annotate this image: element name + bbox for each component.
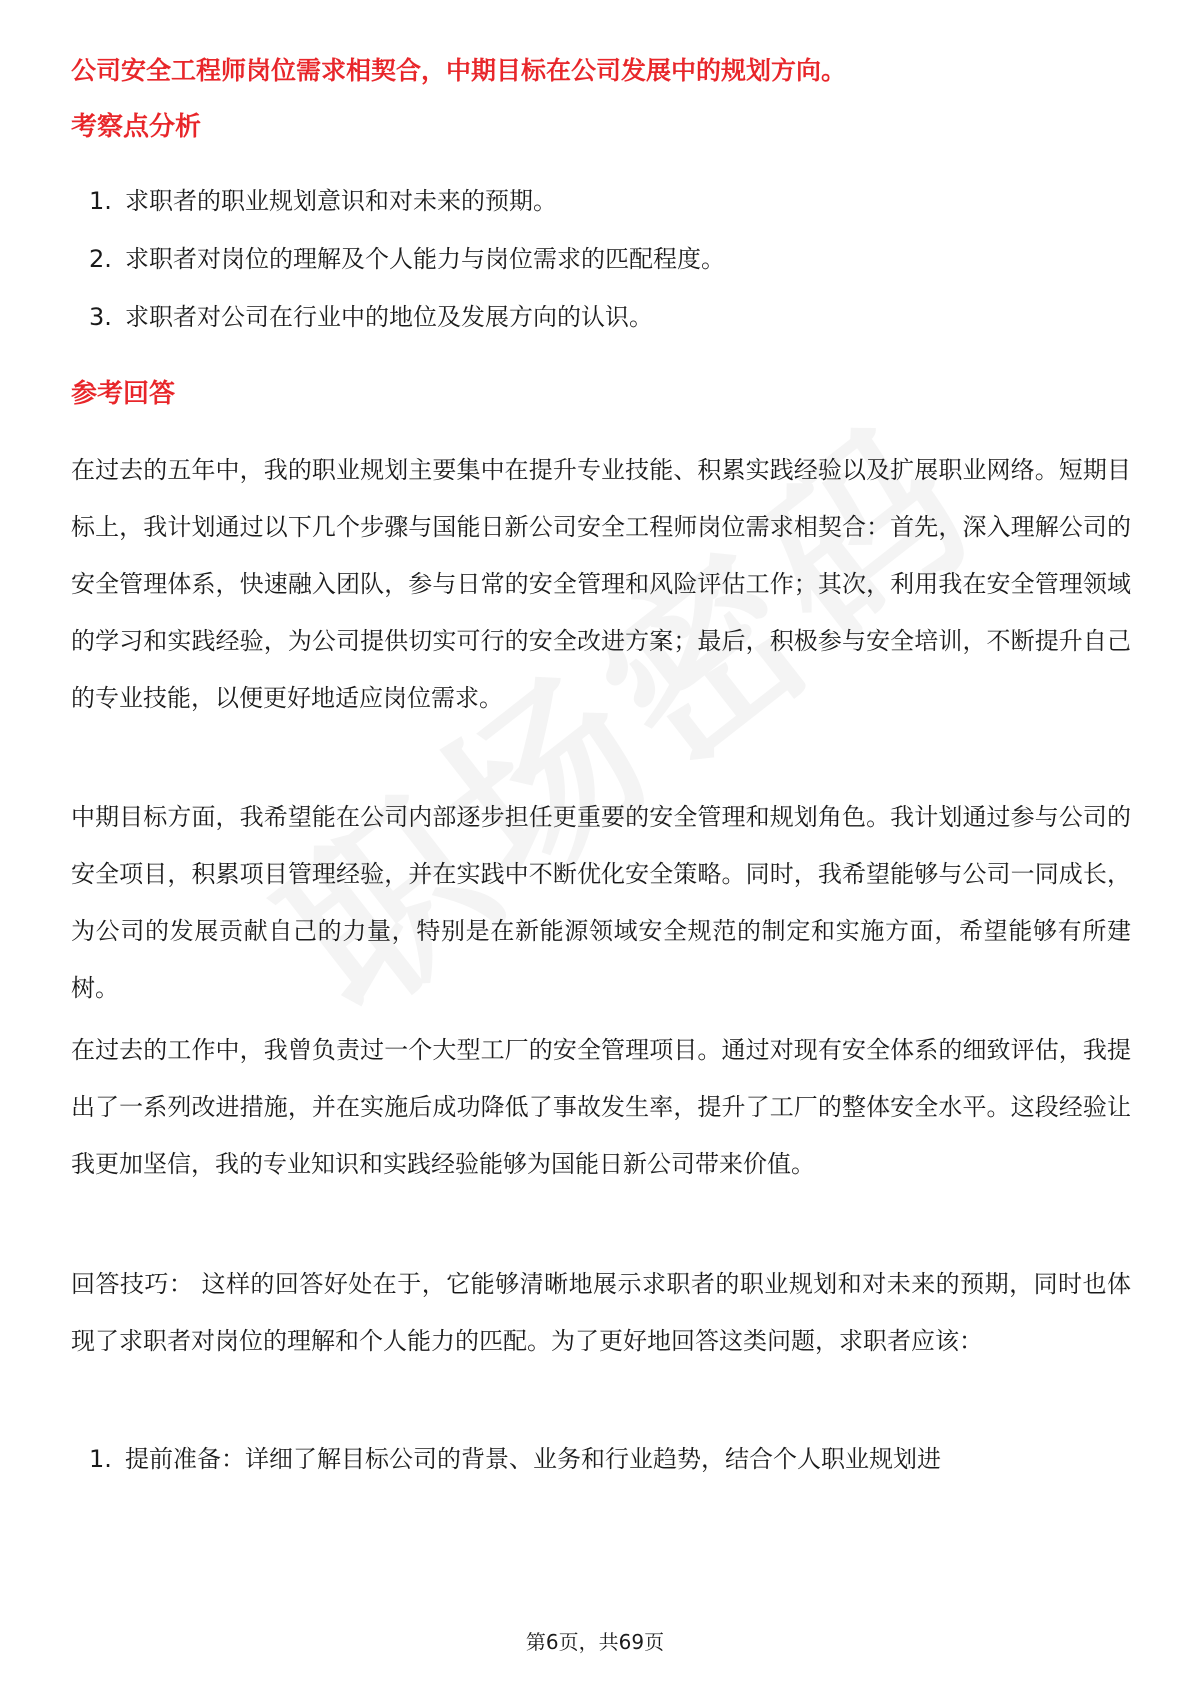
list-item bbox=[71, 239, 725, 297]
answer-paragraph: 在过去的工作中，我曾负责过一个大型工厂的安全管理项目。通过对现有安全体系的细致评估，我提出了一系列改进措施，并在实施后成功降低了事故发生率，提升了工厂的整体安全水平。这段经验让我更加坚信，我的专业知识和实践经验能够为国能日新公司带来价值。 bbox=[71, 1036, 1131, 1178]
list-number: 2. bbox=[89, 245, 112, 273]
analysis-list bbox=[71, 181, 725, 355]
analysis-heading: 考察点分析 bbox=[71, 112, 202, 142]
list-item bbox=[71, 297, 725, 355]
answer-paragraph: 在过去的五年中，我的职业规划主要集中在提升专业技能、积累实践经验以及扩展职业网络。短期目标上，我计划通过以下几个步骤与国能日新公司安全工程师岗位需求相契合：首先，深入理解公司的安全管理体系，快速融入团队，参与日常的安全管理和风险评估工作；其次，利用我在安全管理领域的学习和实践经验，为公司提供切实可行的安全改进方案；最后，积极参与安全培训，不断提升自己的专业技能，以便更好地适应岗位需求。 bbox=[71, 456, 1131, 712]
list-item-text: 求职者的职业规划意识和对未来的预期。 bbox=[125, 187, 557, 215]
list-number: 1. bbox=[89, 1445, 112, 1473]
list-item bbox=[71, 181, 725, 239]
page-number-footer: 第6页，共69页 bbox=[525, 1630, 665, 1654]
heading-line: 公司安全工程师岗位需求相契合，中期目标在公司发展中的规划方向。 bbox=[71, 56, 847, 85]
list-item-text: 求职者对岗位的理解及个人能力与岗位需求的匹配程度。 bbox=[125, 245, 725, 273]
list-number: 1. bbox=[89, 187, 112, 215]
tip-list-item bbox=[71, 1431, 1131, 1488]
tip-item-text: 提前准备：详细了解目标公司的背景、业务和行业趋势，结合个人职业规划进 bbox=[125, 1445, 941, 1473]
answer-tips-paragraph: 回答技巧： 这样的回答好处在于，它能够清晰地展示求职者的职业规划和对未来的预期，同时也体现了求职者对岗位的理解和个人能力的匹配。为了更好地回答这类问题，求职者应该： bbox=[71, 1270, 1131, 1355]
list-number: 3. bbox=[89, 303, 112, 331]
answer-heading: 参考回答 bbox=[71, 379, 176, 409]
list-item-text: 求职者对公司在行业中的地位及发展方向的认识。 bbox=[125, 303, 653, 331]
answer-paragraph: 中期目标方面，我希望能在公司内部逐步担任更重要的安全管理和规划角色。我计划通过参与公司的安全项目，积累项目管理经验，并在实践中不断优化安全策略。同时，我希望能够与公司一同成长，为公司的发展贡献自己的力量，特别是在新能源领域安全规范的制定和实施方面，希望能够有所建树。 bbox=[71, 803, 1131, 1002]
